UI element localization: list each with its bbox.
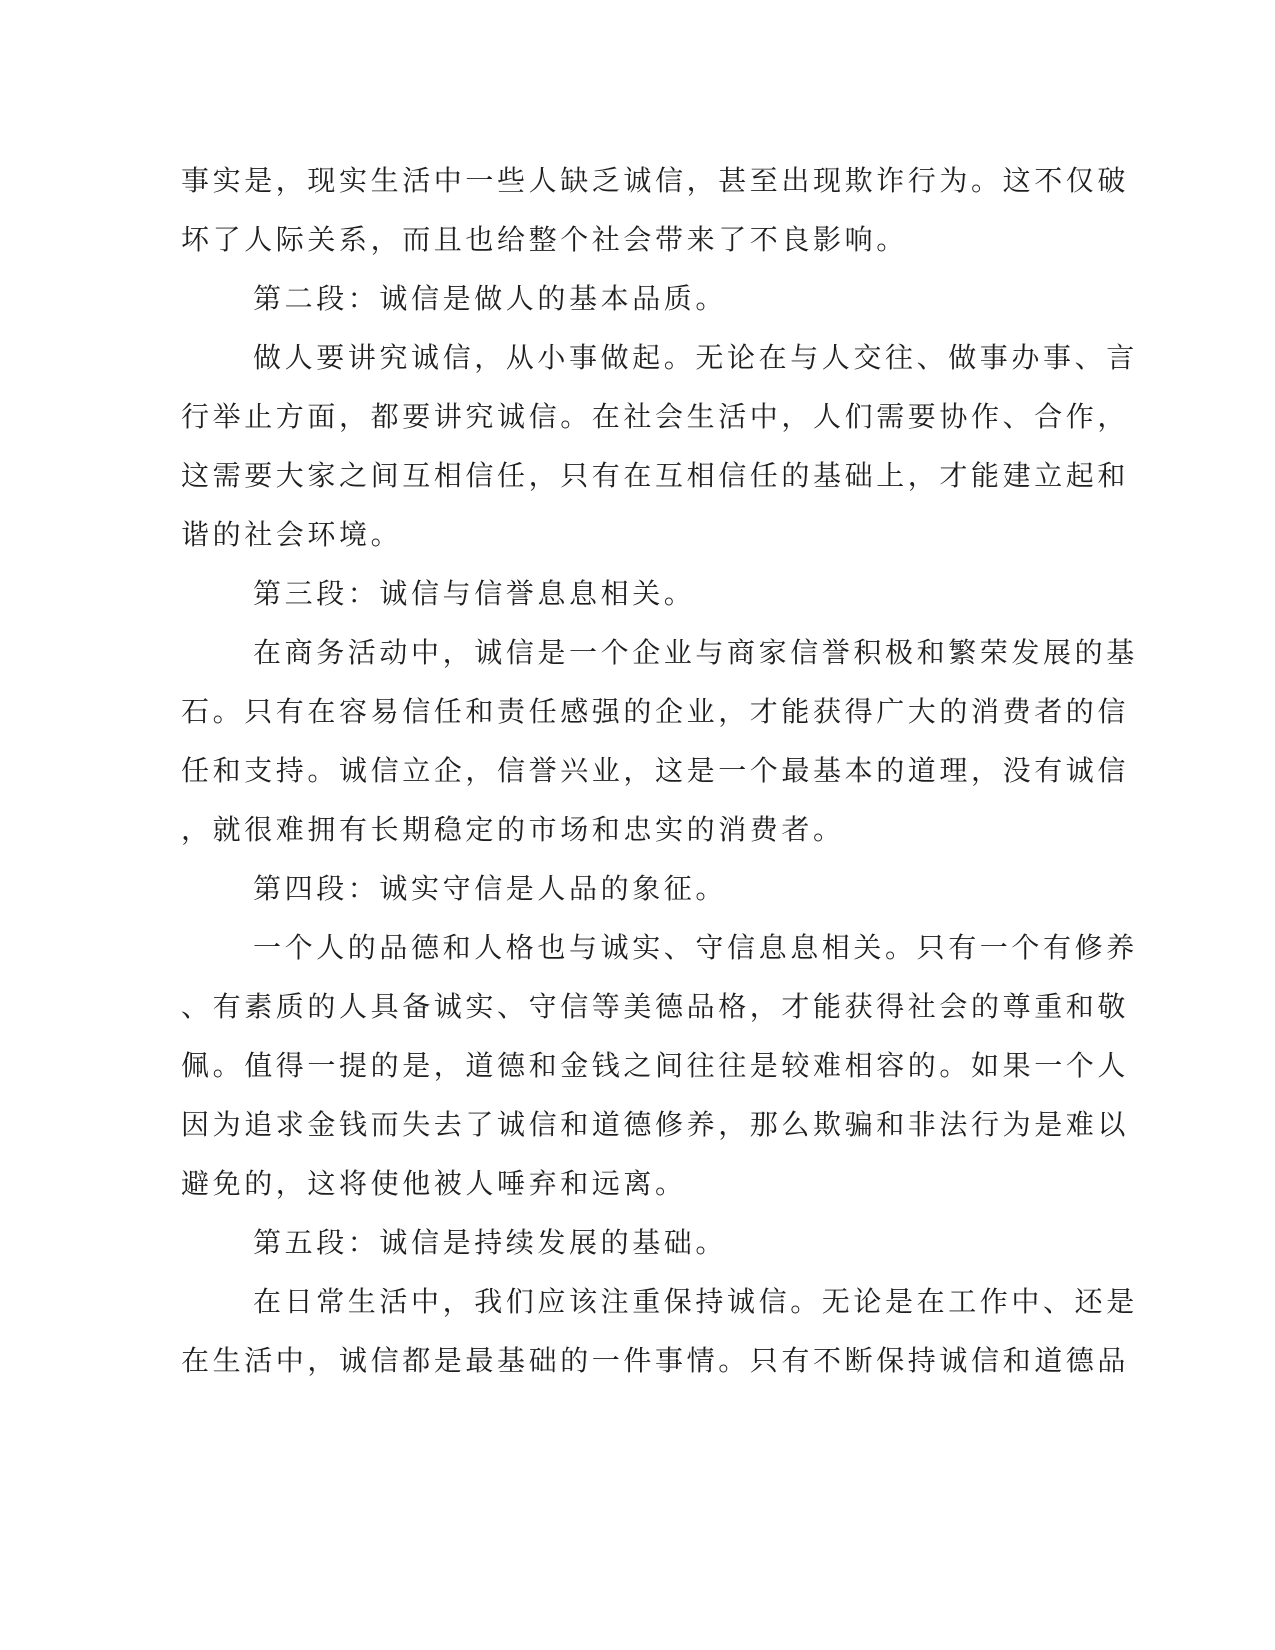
text-line: 做人要讲究诚信，从小事做起。无论在与人交往、做事办事、言 xyxy=(253,341,1138,374)
text-line: 这需要大家之间互相信任，只有在互相信任的基础上，才能建立起和 xyxy=(181,459,1130,492)
text-line: 任和支持。诚信立企，信誉兴业，这是一个最基本的道理，没有诚信 xyxy=(181,754,1130,787)
text-line: 在商务活动中，诚信是一个企业与商家信誉积极和繁荣发展的基 xyxy=(253,636,1138,669)
text-line: 避免的，这将使他被人唾弃和远离。 xyxy=(181,1167,687,1200)
text-line: 、有素质的人具备诚实、守信等美德品格，才能获得社会的尊重和敬 xyxy=(181,990,1130,1023)
text-line: 一个人的品德和人格也与诚实、守信息息相关。只有一个有修养 xyxy=(253,931,1138,964)
section-heading: 第四段：诚实守信是人品的象征。 xyxy=(253,872,728,905)
text-line: 因为追求金钱而失去了诚信和道德修养，那么欺骗和非法行为是难以 xyxy=(181,1108,1130,1141)
section-heading: 第二段：诚信是做人的基本品质。 xyxy=(253,282,728,315)
text-line: 在日常生活中，我们应该注重保持诚信。无论是在工作中、还是 xyxy=(253,1285,1138,1318)
text-line: 谐的社会环境。 xyxy=(181,518,403,551)
section-heading: 第五段：诚信是持续发展的基础。 xyxy=(253,1226,728,1259)
text-line: 佩。值得一提的是，道德和金钱之间往往是较难相容的。如果一个人 xyxy=(181,1049,1130,1082)
text-line: 石。只有在容易信任和责任感强的企业，才能获得广大的消费者的信 xyxy=(181,695,1130,728)
text-line: 坏了人际关系，而且也给整个社会带来了不良影响。 xyxy=(181,223,908,256)
section-heading: 第三段：诚信与信誉息息相关。 xyxy=(253,577,696,610)
text-line: 在生活中，诚信都是最基础的一件事情。只有不断保持诚信和道德品 xyxy=(181,1344,1130,1377)
text-line: 事实是，现实生活中一些人缺乏诚信，甚至出现欺诈行为。这不仅破 xyxy=(181,164,1130,197)
document-page xyxy=(181,0,1138,1650)
text-line: ，就很难拥有长期稳定的市场和忠实的消费者。 xyxy=(181,813,845,846)
text-line: 行举止方面，都要讲究诚信。在社会生活中，人们需要协作、合作， xyxy=(181,400,1130,433)
